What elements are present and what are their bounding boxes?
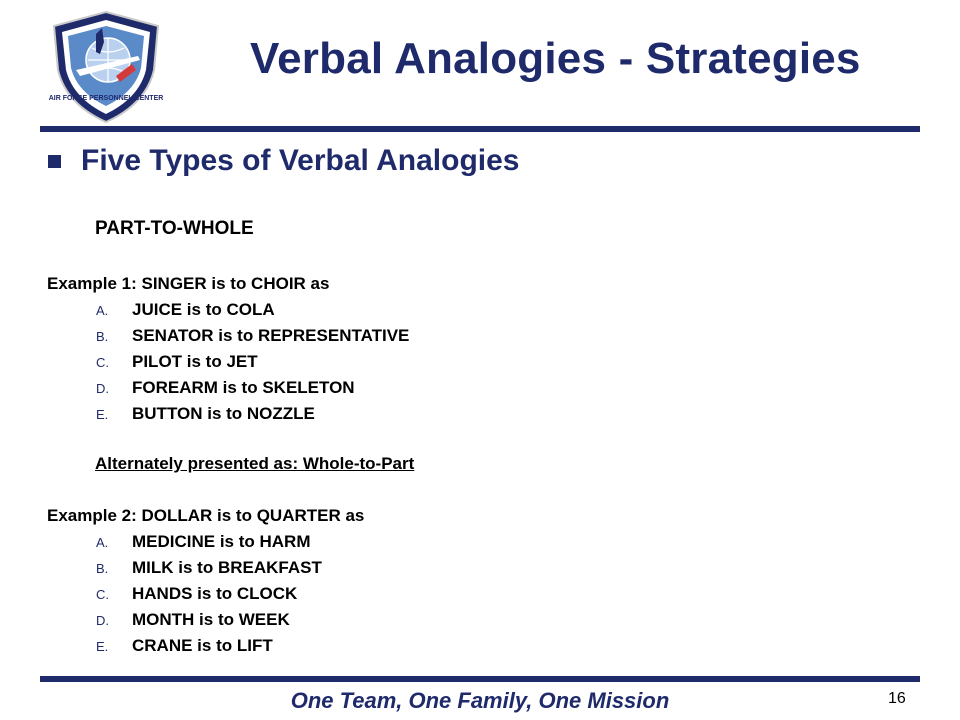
example1-prompt: Example 1: SINGER is to CHOIR as — [47, 274, 330, 293]
slide-title: Verbal Analogies - Strategies — [250, 34, 861, 83]
option-text: CRANE is to LIFT — [132, 636, 273, 655]
option-text: SENATOR is to REPRESENTATIVE — [132, 326, 410, 345]
section-heading: PART-TO-WHOLE — [95, 218, 254, 239]
alternate-presentation-note: Alternately presented as: Whole-to-Part — [95, 454, 415, 473]
list-item — [96, 636, 322, 662]
option-letter: A. — [96, 303, 109, 318]
main-bullet-text: Five Types of Verbal Analogies — [81, 144, 520, 177]
option-text: PILOT is to JET — [132, 352, 258, 371]
option-letter: D. — [96, 381, 109, 396]
example1-options — [96, 300, 409, 430]
option-letter: B. — [96, 561, 109, 576]
header-divider — [40, 126, 920, 132]
bullet-square-icon — [48, 155, 61, 168]
option-letter: D. — [96, 613, 109, 628]
list-item — [96, 610, 322, 636]
page-number: 16 — [888, 690, 906, 707]
option-letter: E. — [96, 639, 109, 654]
example2-options — [96, 532, 322, 662]
option-text: JUICE is to COLA — [132, 300, 275, 319]
svg-text:AIR FORCE PERSONNEL CENTER: AIR FORCE PERSONNEL CENTER — [48, 95, 164, 102]
option-text: MEDICINE is to HARM — [132, 532, 311, 551]
list-item — [96, 532, 322, 558]
option-letter: B. — [96, 329, 109, 344]
option-text: MILK is to BREAKFAST — [132, 558, 322, 577]
option-text: HANDS is to CLOCK — [132, 584, 298, 603]
option-letter: C. — [96, 587, 109, 602]
option-text: MONTH is to WEEK — [132, 610, 290, 629]
list-item — [96, 300, 409, 326]
option-letter: E. — [96, 407, 109, 422]
footer-divider — [40, 676, 920, 682]
air-force-personnel-center-logo — [46, 8, 166, 126]
list-item — [96, 404, 409, 430]
list-item — [96, 584, 322, 610]
list-item — [96, 352, 409, 378]
option-text: BUTTON is to NOZZLE — [132, 404, 315, 423]
option-text: FOREARM is to SKELETON — [132, 378, 355, 397]
example2-prompt: Example 2: DOLLAR is to QUARTER as — [47, 506, 365, 525]
list-item — [96, 378, 409, 404]
list-item — [96, 558, 322, 584]
main-bullet — [48, 144, 519, 178]
footer-slogan: One Team, One Family, One Mission — [290, 688, 670, 713]
list-item — [96, 326, 409, 352]
option-letter: C. — [96, 355, 109, 370]
option-letter: A. — [96, 535, 109, 550]
